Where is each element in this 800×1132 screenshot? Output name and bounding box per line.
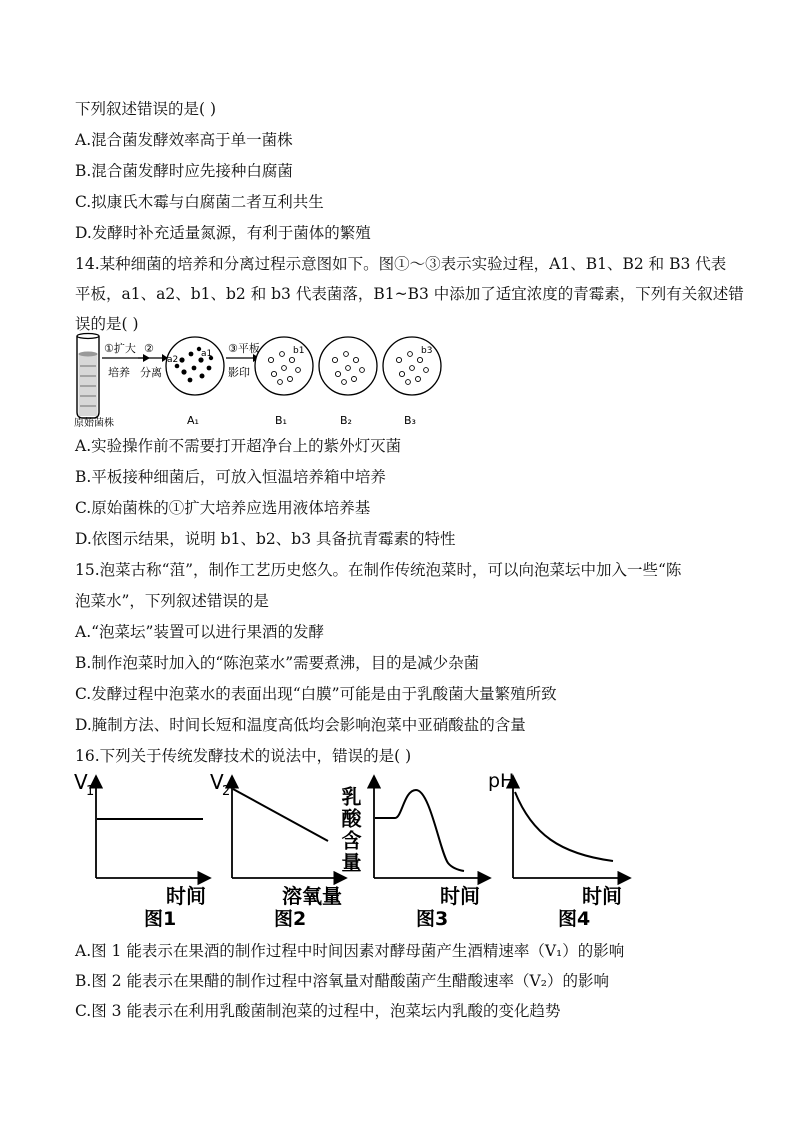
q13-option-c: C.拟康氏木霉与白腐菌二者互利共生: [75, 193, 324, 211]
curve-ph: [515, 792, 613, 861]
q14-stem-line: 平板，a1、a2、b1、b2 和 b3 代表菌落，B1~B3 中添加了适宜浓度的青霉素，下列有关叙述错: [75, 285, 744, 303]
plate-b3-label: B₃: [404, 414, 416, 427]
q13-option-b: B.混合菌发酵时应先接种白腐菌: [75, 162, 293, 180]
y-axis-label: V: [210, 770, 224, 794]
q16-option-a: A.图 1 能表示在果酒的制作过程中时间因素对酵母菌产生酒精速率（V₁）的影响: [75, 942, 625, 960]
q14-option-d: D.依图示结果，说明 b1、b2、b3 具备抗青霉素的特性: [75, 530, 456, 548]
q14-stem-line: 14.某种细菌的培养和分离过程示意图如下。图①～③表示实验过程，A1、B1、B2 和 B3 代表: [75, 255, 727, 273]
chart-2: [210, 770, 346, 930]
plate-a1-label: A₁: [187, 414, 199, 427]
x-axis-label: 时间: [440, 884, 480, 908]
q14-option-b: B.平板接种细菌后，可放入恒温培养箱中培养: [75, 468, 386, 486]
chart-caption: 图3: [416, 908, 449, 930]
q15-stem-line: 15.泡菜古称“菹”，制作工艺历史悠久。在制作传统泡菜时，可以向泡菜坛中加入一些“陈: [75, 561, 682, 579]
colony-a2-label: a2: [167, 355, 179, 365]
step2-bottom-label: 分离: [140, 366, 162, 379]
plate-b1-label: B₁: [275, 414, 287, 427]
x-axis-label: 时间: [582, 884, 622, 908]
chart-4: [488, 770, 630, 930]
q15-option-a: A.“泡菜坛”装置可以进行果酒的发酵: [75, 623, 324, 641]
x-axis-label: 溶氧量: [282, 884, 342, 908]
colony-b1-label: b1: [293, 346, 305, 356]
curve-v2: [233, 789, 328, 841]
colony-b3-label: b3: [421, 346, 433, 356]
tube-label: 原始菌株: [74, 418, 114, 428]
q14-option-a: A.实验操作前不需要打开超净台上的紫外灯灭菌: [75, 437, 402, 455]
step3-bottom-label: 影印: [228, 366, 250, 379]
step3-top-label: ③平板: [228, 342, 260, 355]
y-axis-label: V: [74, 770, 88, 794]
curve-lactic-acid: [375, 790, 464, 871]
q13-stem: 下列叙述错误的是( ): [75, 100, 217, 118]
plate-b2-label: B₂: [340, 414, 352, 427]
step1-top-label: ①扩大: [104, 342, 136, 355]
test-tube-icon: [77, 334, 99, 419]
y-axis-subscript: 2: [222, 784, 231, 799]
y-axis-label: 乳酸含量: [338, 786, 362, 874]
x-axis-label: 时间: [166, 884, 206, 908]
y-axis-label: pH: [488, 770, 515, 792]
chart-3: [338, 776, 490, 930]
fermentation-charts: [70, 762, 650, 932]
chart-caption: 图2: [274, 908, 307, 930]
plate-a1: [166, 337, 224, 395]
q14-stem-line: 误的是( ): [75, 315, 139, 333]
q14-option-c: C.原始菌株的①扩大培养应选用液体培养基: [75, 499, 371, 517]
colony-a1-label: a1: [201, 349, 213, 359]
step2-top-label: ②: [144, 342, 154, 355]
q15-option-b: B.制作泡菜时加入的“陈泡菜水”需要煮沸，目的是减少杂菌: [75, 654, 480, 672]
step1-bottom-label: 培养: [108, 366, 130, 379]
bacteria-culture-figure: [70, 332, 450, 428]
plate-b3: [383, 337, 441, 395]
chart-1: [74, 770, 210, 930]
q16-option-b: B.图 2 能表示在果醋的制作过程中溶氧量对醋酸菌产生醋酸速率（V₂）的影响: [75, 972, 609, 990]
q13-option-d: D.发酵时补充适量氮源，有利于菌体的繁殖: [75, 224, 371, 242]
plate-b1: [255, 337, 313, 395]
q15-stem-line: 泡菜水”，下列叙述错误的是: [75, 592, 269, 610]
q15-option-d: D.腌制方法、时间长短和温度高低均会影响泡菜中亚硝酸盐的含量: [75, 716, 526, 734]
chart-caption: 图4: [558, 908, 591, 930]
q16-option-c: C.图 3 能表示在利用乳酸菌制泡菜的过程中，泡菜坛内乳酸的变化趋势: [75, 1002, 561, 1020]
q13-option-a: A.混合菌发酵效率高于单一菌株: [75, 131, 293, 149]
y-axis-subscript: 1: [86, 784, 95, 799]
q16-stem: 16.下列关于传统发酵技术的说法中，错误的是( ): [75, 747, 412, 765]
chart-caption: 图1: [144, 908, 177, 930]
q15-option-c: C.发酵过程中泡菜水的表面出现“白膜”可能是由于乳酸菌大量繁殖所致: [75, 685, 557, 703]
plate-b2: [319, 337, 377, 395]
